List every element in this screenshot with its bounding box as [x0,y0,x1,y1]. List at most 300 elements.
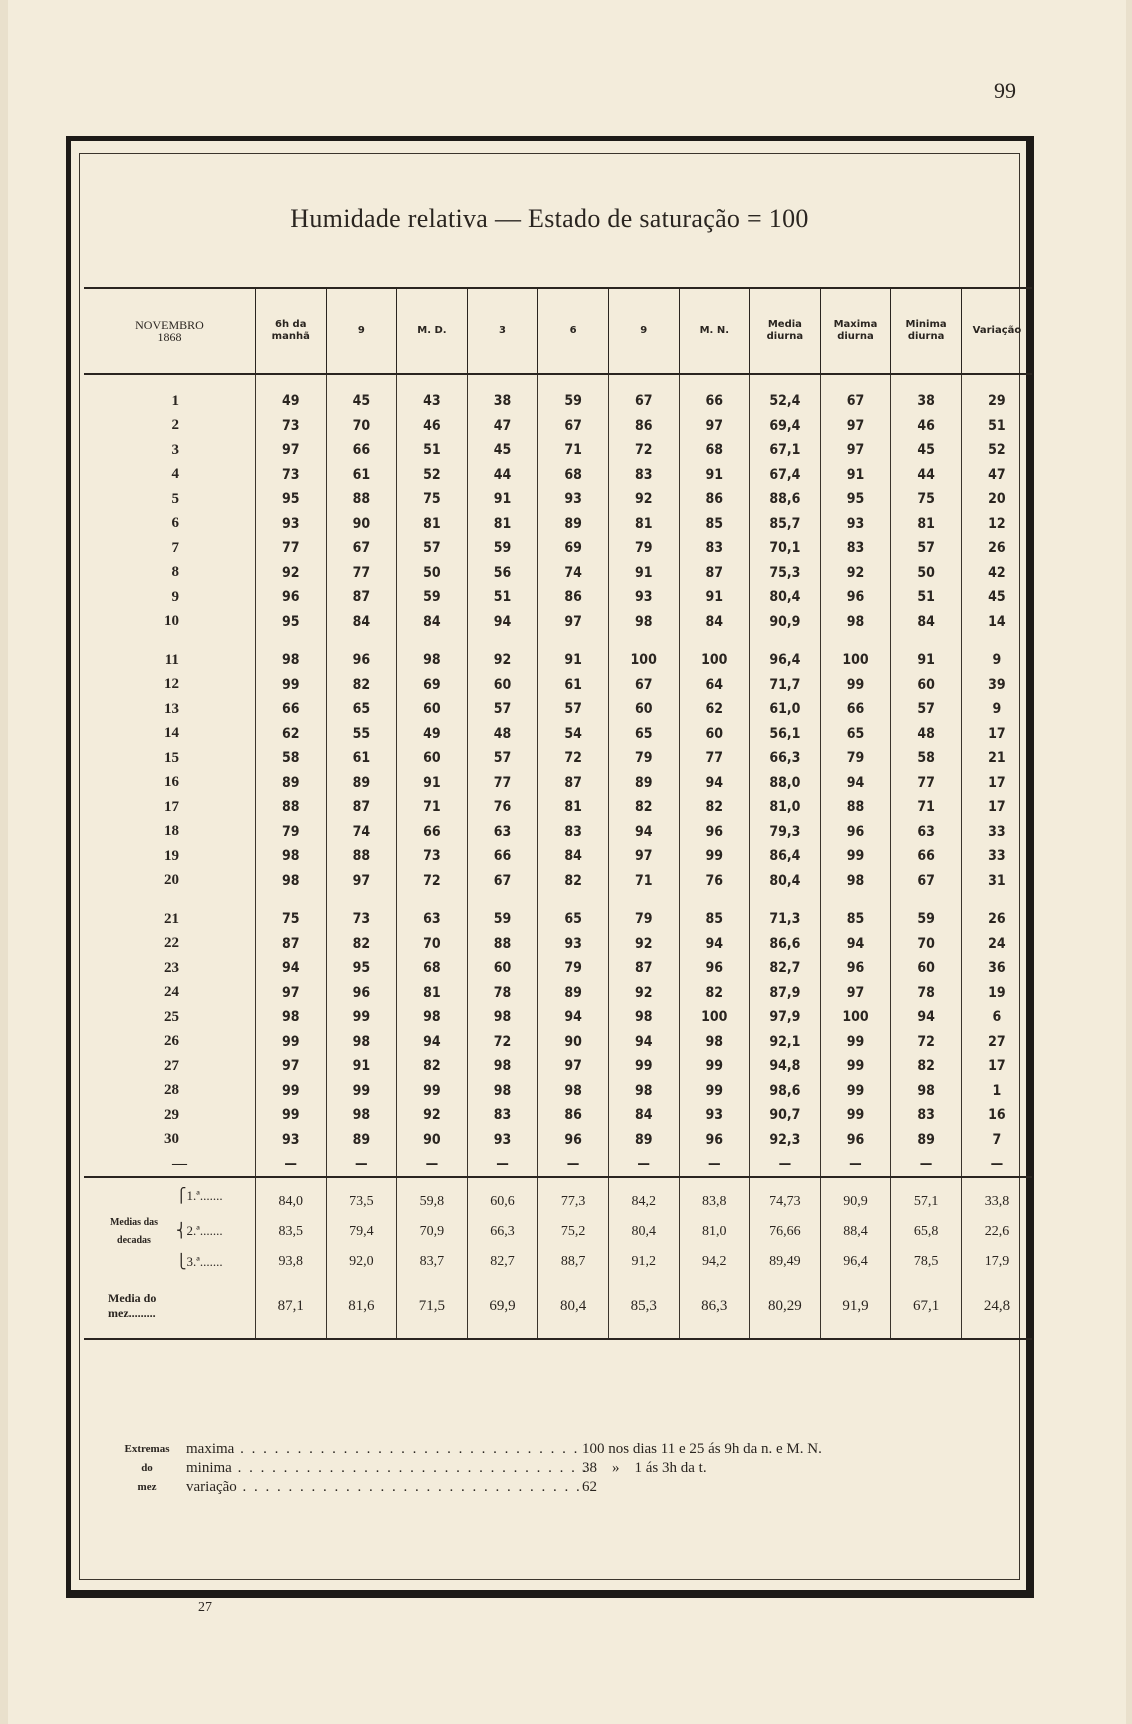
table-cell: 87 [679,561,750,586]
table-cell: 51 [961,414,1032,439]
extreme-value: 100 nos dias 11 e 25 ás 9h da n. e M. N. [582,1441,822,1457]
day-number: 20 [163,872,179,889]
table-cell: 99 [820,1054,891,1079]
table-cell: 83 [608,463,679,488]
column-header: 9 [608,288,679,374]
table-row [84,746,1032,771]
extremes-label-line: Extremas [124,1443,170,1455]
table-cell: 83 [820,536,891,561]
table-cell: 26 [961,536,1032,561]
table-cell: 64 [679,673,750,698]
table-cell: 82 [679,795,750,820]
table-cell: 61,0 [750,697,821,722]
table-row [84,932,1032,957]
table-cell: 54 [538,722,609,747]
table-cell: 98 [891,1079,962,1104]
table-cell: 91 [397,771,468,796]
table-cell: 96 [538,1128,609,1153]
table-cell: 82 [326,932,397,957]
year-label: 1868 [157,330,182,344]
table-cell: 66 [326,438,397,463]
month-mean-row [84,1274,1032,1339]
column-header: M. D. [397,288,468,374]
table-cell: 89 [326,1128,397,1153]
table-cell: 36 [961,956,1032,981]
table-cell: 82 [608,795,679,820]
table-row [84,585,1032,610]
extreme-row-variacao [186,1478,582,1497]
decade-mean-cell: 79,4 [326,1214,397,1250]
day-number: 19 [163,847,179,864]
table-cell: 97 [608,844,679,869]
month-mean-cell: 80,4 [538,1274,609,1339]
table-row [84,634,1032,673]
month-mean-cell: 71,5 [397,1274,468,1339]
table-cell: 60 [608,697,679,722]
table-cell: 88 [467,932,538,957]
table-cell: 85 [820,893,891,932]
dash-cell: — [538,1152,609,1177]
table-cell: 99 [255,673,326,698]
table-cell: 98 [467,1079,538,1104]
table-cell: 63 [467,820,538,845]
table-cell: 100 [679,634,750,673]
brace: ⎩ [176,1254,187,1270]
dash-cell: — [467,1152,538,1177]
table-cell: 98,6 [750,1079,821,1104]
table-cell: 73 [397,844,468,869]
day-number: 3 [171,441,179,458]
table-cell: 66 [255,697,326,722]
table-cell: 93 [538,932,609,957]
table-row [84,844,1032,869]
table-cell: 63 [891,820,962,845]
table-cell: 66 [397,820,468,845]
table-cell: 74 [538,561,609,586]
dash-cell: — [608,1152,679,1177]
table-cell: 86,6 [750,932,821,957]
table-cell: 65 [608,722,679,747]
table-cell: 90 [397,1128,468,1153]
day-number: 4 [171,466,179,483]
column-header: 6h da manhã [255,288,326,374]
day-number: 5 [171,490,179,507]
table-row [84,869,1032,894]
table-cell: 84 [891,610,962,635]
table-cell: 56,1 [750,722,821,747]
table-cell: 77 [255,536,326,561]
table-cell: 100 [679,1005,750,1030]
table-cell: 91 [538,634,609,673]
table-cell: 90 [538,1030,609,1055]
decade-mean-cell: 77,3 [538,1177,609,1214]
table-cell: 17 [961,795,1032,820]
decade-mean-cell: 74,73 [750,1177,821,1214]
table-row [84,1030,1032,1055]
table-cell: 98 [679,1030,750,1055]
table-cell: 86,4 [750,844,821,869]
table-cell: 57 [538,697,609,722]
table-cell: 88 [255,795,326,820]
day-number: 18 [163,823,179,840]
table-cell: 66 [820,697,891,722]
table-cell: 92 [608,487,679,512]
decades-group-label [92,1214,176,1250]
table-cell: 93 [255,512,326,537]
table-cell: 90,9 [750,610,821,635]
month-mean-cell: 85,3 [608,1274,679,1339]
table-cell: 67 [467,869,538,894]
table-cell: 79 [538,956,609,981]
table-cell: 45 [326,374,397,414]
table-cell: 99 [608,1054,679,1079]
decade-mean-cell: 93,8 [255,1250,326,1274]
decade-mean-cell: 57,1 [891,1177,962,1214]
table-cell: 87 [326,585,397,610]
table-cell: 58 [891,746,962,771]
table-cell: 82 [679,981,750,1006]
table-cell: 94,8 [750,1054,821,1079]
table-cell: 98 [255,634,326,673]
table-cell: 97 [326,869,397,894]
table-cell: 97 [820,438,891,463]
table-cell: 82 [326,673,397,698]
table-cell: 20 [961,487,1032,512]
table-cell: 75 [255,893,326,932]
table-cell: 96 [679,820,750,845]
table-cell: 95 [326,956,397,981]
table-cell: 91 [679,585,750,610]
table-cell: 52 [961,438,1032,463]
table-cell: 79 [255,820,326,845]
summary-rows [84,1152,1032,1177]
table-cell: 87 [326,795,397,820]
table-row [84,795,1032,820]
table-cell: 57 [467,746,538,771]
column-header: Minima diurna [891,288,962,374]
table-cell: 60 [891,956,962,981]
table-cell: 63 [397,893,468,932]
table-cell: 59 [538,374,609,414]
table-cell: 75,3 [750,561,821,586]
table-cell: 62 [255,722,326,747]
extremes-label-line: mez [137,1481,157,1493]
table-cell: 24 [961,932,1032,957]
table-cell: 97 [820,981,891,1006]
decade-mean-cell: 59,8 [397,1177,468,1214]
table-cell: 66,3 [750,746,821,771]
table-cell: 95 [255,610,326,635]
table-cell: 16 [961,1103,1032,1128]
table-cell: 98 [608,1079,679,1104]
table-cell: 73 [255,463,326,488]
table-cell: 91 [820,463,891,488]
table-cell: 89 [608,771,679,796]
table-row [84,1054,1032,1079]
table-cell: 59 [467,893,538,932]
table-cell: 98 [255,869,326,894]
table-cell: 69,4 [750,414,821,439]
page-number: 99 [994,78,1016,103]
month-label: NOVEMBRO [135,318,204,332]
table-cell: 67 [326,536,397,561]
table-cell: 99 [255,1103,326,1128]
table-cell: 59 [397,585,468,610]
table-cell: 91 [679,463,750,488]
table-cell: 81 [467,512,538,537]
table-cell: 68 [679,438,750,463]
table-cell: 98 [820,610,891,635]
table-cell: 84 [397,610,468,635]
decade-mean-cell: 89,49 [750,1250,821,1274]
table-cell: 91 [891,634,962,673]
day-number: 13 [163,700,179,717]
decade-row [84,1250,1032,1274]
table-cell: 66 [679,374,750,414]
table-cell: 99 [679,844,750,869]
month-mean-cell: 69,9 [467,1274,538,1339]
table-cell: 38 [891,374,962,414]
column-header: Variação [961,288,1032,374]
table-cell: 48 [891,722,962,747]
extremes-side-label [112,1440,182,1497]
table-cell: 94 [467,610,538,635]
table-cell: 19 [961,981,1032,1006]
table-cell: 96 [820,1128,891,1153]
extreme-value: 62 [582,1479,597,1495]
table-cell: 85 [679,512,750,537]
table-row [84,722,1032,747]
table-cell: 99 [820,1103,891,1128]
table-cell: 83 [679,536,750,561]
table-cell: 45 [891,438,962,463]
month-mean-cell: 24,8 [961,1274,1032,1339]
decade-mean-cell: 92,0 [326,1250,397,1274]
day-number: 17 [163,798,179,815]
table-cell: 71 [891,795,962,820]
table-cell: 44 [891,463,962,488]
table-cell: 79 [608,536,679,561]
dash-cell: — [961,1152,1032,1177]
decade-mean-cell: 88,7 [538,1250,609,1274]
table-cell: 87 [608,956,679,981]
table-cell: 81 [891,512,962,537]
extreme-row-maxima [186,1440,579,1459]
table-cell: 94 [820,932,891,957]
table-cell: 70,1 [750,536,821,561]
decade-mean-cell: 96,4 [820,1250,891,1274]
table-row [84,512,1032,537]
table-cell: 98 [538,1079,609,1104]
table-cell: 99 [255,1079,326,1104]
table-cell: 71 [608,869,679,894]
table-cell: 93 [608,585,679,610]
header-row [84,288,1032,374]
table-cell: 92,3 [750,1128,821,1153]
month-mean-cell: 67,1 [891,1274,962,1339]
table-cell: 73 [326,893,397,932]
table-cell: 76 [679,869,750,894]
table-cell: 97 [255,981,326,1006]
table-cell: 72 [467,1030,538,1055]
decade-mean-cell: 33,8 [961,1177,1032,1214]
table-cell: 79 [820,746,891,771]
dash-cell: — [750,1152,821,1177]
table-cell: 80,4 [750,869,821,894]
table-cell: 93 [255,1128,326,1153]
decade-label: 3.ª....... [186,1253,223,1269]
table-cell: 93 [538,487,609,512]
table-cell: 82 [891,1054,962,1079]
table-cell: 46 [397,414,468,439]
table-cell: 60 [397,746,468,771]
day-number: 9 [171,588,179,605]
table-cell: 99 [820,844,891,869]
table-cell: 59 [891,893,962,932]
table-cell: 45 [467,438,538,463]
table-cell: 91 [326,1054,397,1079]
table-cell: 88,0 [750,771,821,796]
table-cell: 96,4 [750,634,821,673]
brace: ⎧ [176,1188,187,1204]
table-cell: 89 [538,981,609,1006]
decade-row [84,1177,1032,1214]
table-row [84,438,1032,463]
decade-mean-cell: 75,2 [538,1214,609,1250]
table-cell: 98 [326,1030,397,1055]
table-cell: 97 [820,414,891,439]
table-cell: 77 [679,746,750,771]
table-cell: 100 [820,634,891,673]
table-cell: 33 [961,844,1032,869]
table-cell: 79 [608,746,679,771]
column-header: M. N. [679,288,750,374]
decade-label-cell [84,1177,255,1214]
table-cell: 81 [397,981,468,1006]
decades-label-line: Medias das [109,1217,159,1228]
table-cell: 82 [397,1054,468,1079]
table-cell: 75 [397,487,468,512]
dot-leader: . . . . . . . . . . . . . . . . . . . . . . . . . . . . . . [236,1479,582,1495]
day-number: 27 [163,1057,179,1074]
decade-mean-cell: 70,9 [397,1214,468,1250]
table-cell: 60 [891,673,962,698]
signature-mark: 27 [198,1600,212,1615]
table-cell: 79,3 [750,820,821,845]
day-number: 30 [163,1131,179,1148]
table-cell: 70 [397,932,468,957]
table-cell: 87 [255,932,326,957]
decade-mean-cell: 81,0 [679,1214,750,1250]
table-cell: 98 [255,1005,326,1030]
day-number: 15 [163,749,179,766]
table-cell: 66 [467,844,538,869]
decade-mean-cell: 60,6 [467,1177,538,1214]
table-cell: 57 [467,697,538,722]
brace: ⎨ [176,1223,187,1239]
table-cell: 80,4 [750,585,821,610]
table-cell: 96 [679,1128,750,1153]
decade-mean-cell: 90,9 [820,1177,891,1214]
table-cell: 89 [891,1128,962,1153]
table-cell: 71 [538,438,609,463]
table-cell: 98 [608,1005,679,1030]
table-row [84,981,1032,1006]
table-row [84,1079,1032,1104]
table-cell: 72 [397,869,468,894]
decade-mean-cell: 83,7 [397,1250,468,1274]
table-cell: 78 [467,981,538,1006]
table-row [84,697,1032,722]
table-cell: 47 [961,463,1032,488]
table-cell: 61 [326,463,397,488]
table-cell: 43 [397,374,468,414]
table-cell: 96 [679,956,750,981]
table-cell: 27 [961,1030,1032,1055]
decade-mean-cell: 66,3 [467,1214,538,1250]
table-cell: 50 [891,561,962,586]
table-cell: 99 [820,673,891,698]
table-cell: 61 [538,673,609,698]
table-cell: 52,4 [750,374,821,414]
decade-mean-cell: 73,5 [326,1177,397,1214]
decade-mean-cell: 88,4 [820,1214,891,1250]
table-cell: 75 [891,487,962,512]
table-cell: 97,9 [750,1005,821,1030]
dash-cell: — [820,1152,891,1177]
day-number: 24 [163,984,179,1001]
table-cell: 93 [467,1128,538,1153]
table-cell: 94 [820,771,891,796]
table-row [84,561,1032,586]
day-number: 7 [171,539,179,556]
table-cell: 56 [467,561,538,586]
table-row [84,610,1032,635]
table-cell: 65 [326,697,397,722]
table-cell: 97 [538,1054,609,1079]
month-mean-cell: 87,1 [255,1274,326,1339]
table-cell: 9 [961,697,1032,722]
table-row [84,956,1032,981]
table-cell: 29 [961,374,1032,414]
table-cell: 84 [608,1103,679,1128]
table-cell: 87 [538,771,609,796]
table-cell: 31 [961,869,1032,894]
table-cell: 77 [326,561,397,586]
table-cell: 99 [820,1030,891,1055]
table-cell: 99 [679,1054,750,1079]
table-cell: 42 [961,561,1032,586]
extreme-label: minima [186,1460,232,1476]
month-mean-label: Media do mez......... [84,1274,255,1339]
table-cell: 48 [467,722,538,747]
table-cell: 26 [961,893,1032,932]
table-cell: 88 [326,844,397,869]
dash-cell: — [255,1152,326,1177]
dash-row [84,1152,1032,1177]
table-cell: 96 [326,981,397,1006]
decade-mean-cell: 91,2 [608,1250,679,1274]
table-cell: 39 [961,673,1032,698]
decade-rows [84,1177,1032,1274]
table-cell: 92 [820,561,891,586]
table-cell: 88 [326,487,397,512]
table-cell: 94 [538,1005,609,1030]
table-row [84,893,1032,932]
table-cell: 74 [326,820,397,845]
dash-cell: — [397,1152,468,1177]
table-cell: 55 [326,722,397,747]
